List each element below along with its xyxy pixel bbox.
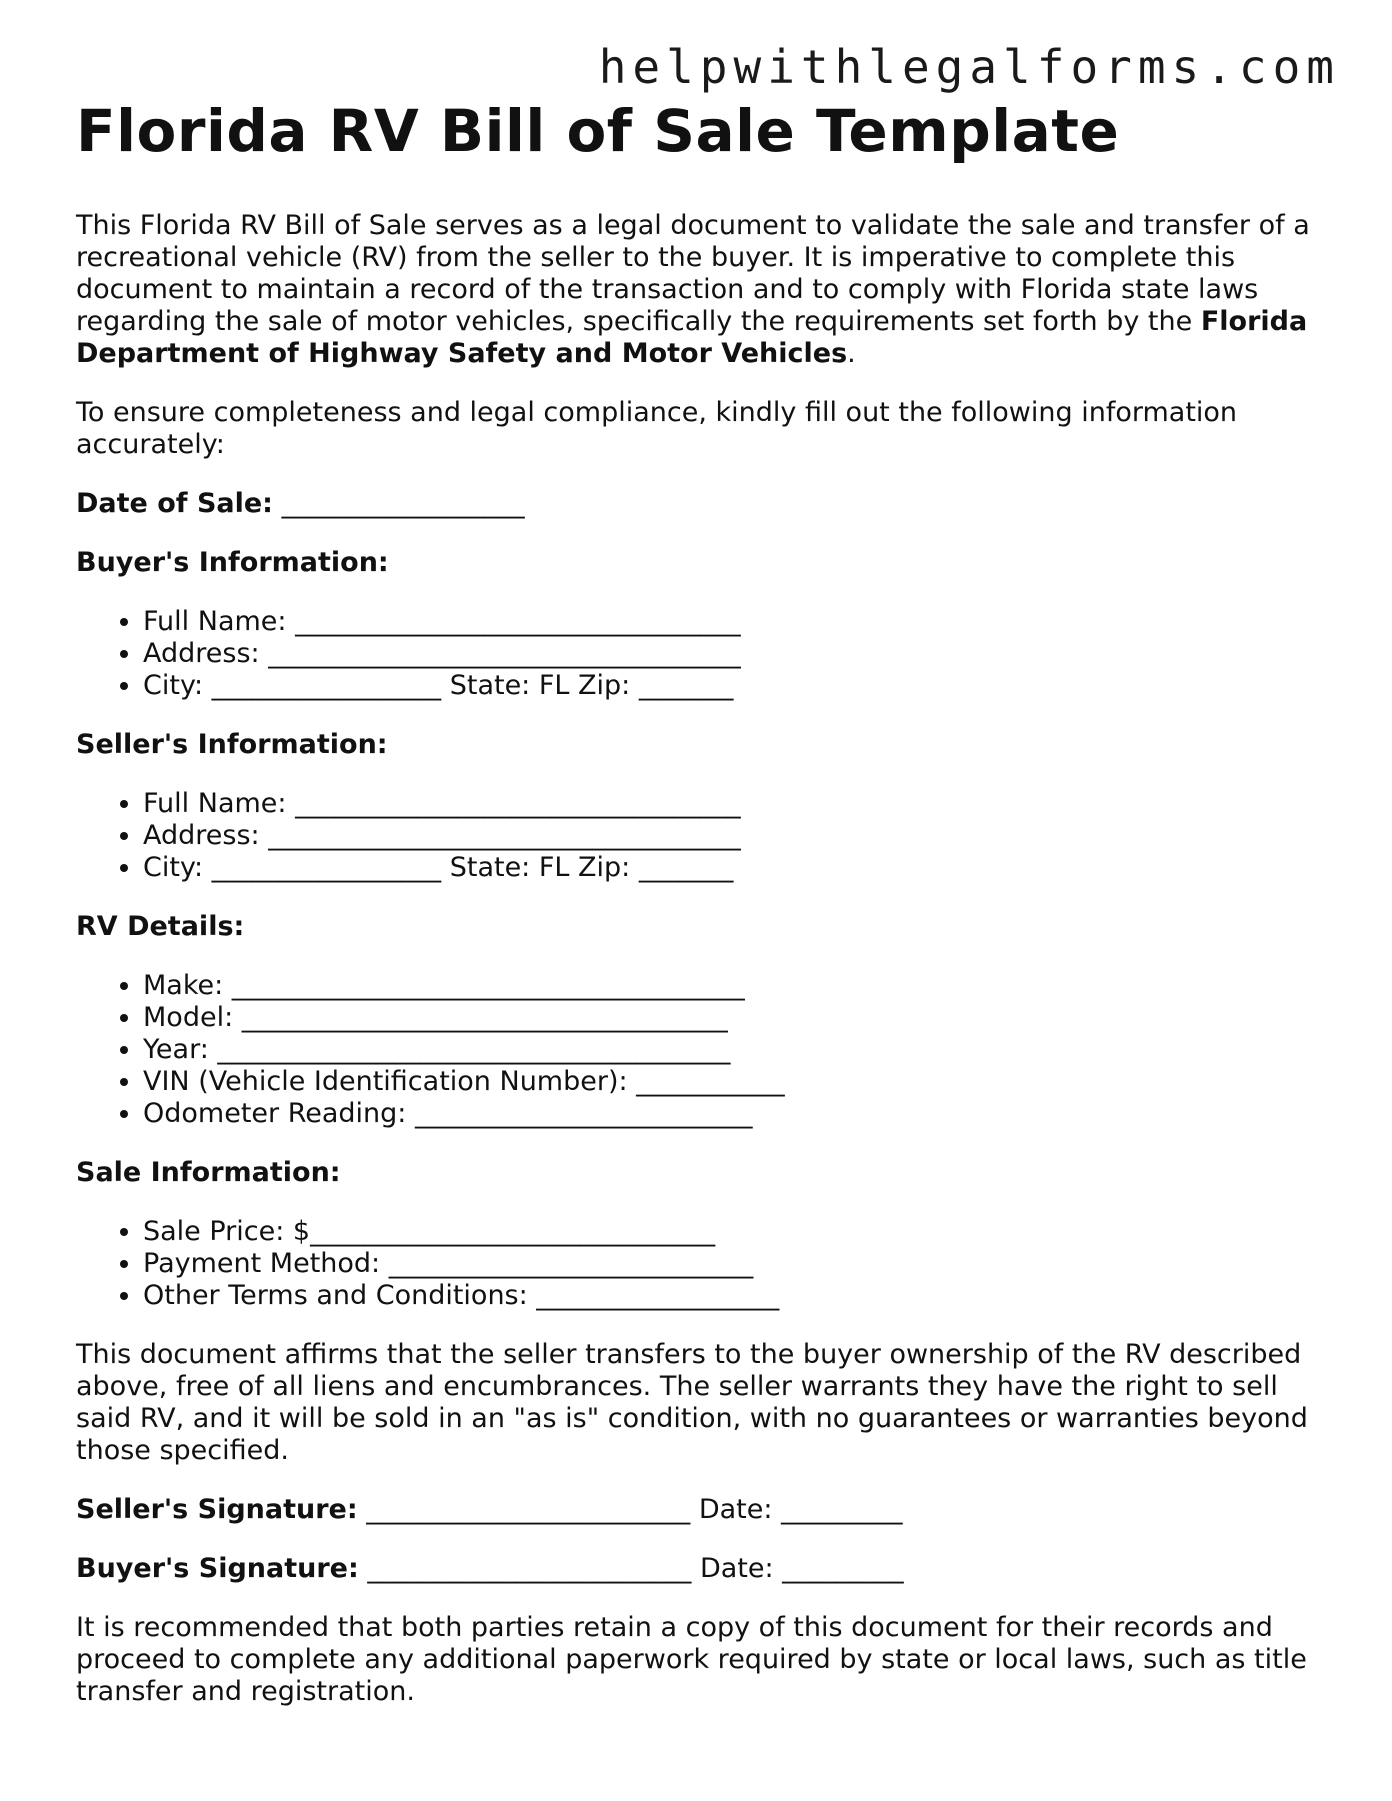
- buyer-signature-label: Buyer's Signature:: [76, 1553, 359, 1584]
- payment-method-field[interactable]: • Payment Method: ___________________________: [143, 1248, 1316, 1280]
- seller-city-state-zip-field[interactable]: • City: _________________ State: FL Zip: _______: [143, 852, 1316, 884]
- intro-paragraph: [76, 210, 1316, 370]
- seller-signature-line: [76, 1494, 1316, 1526]
- rv-details-heading: RV Details:: [76, 911, 245, 942]
- buyer-full-name-field[interactable]: • Full Name: _________________________________: [143, 606, 1316, 638]
- buyer-heading: Buyer's Information:: [76, 547, 389, 578]
- rv-vin-field[interactable]: • VIN (Vehicle Identification Number): ___________: [143, 1066, 1316, 1098]
- agency-name: Florida Department of Highway Safety and Motor Vehicles: [76, 306, 1308, 369]
- instruction-paragraph: To ensure completeness and legal compliance, kindly fill out the following information accurately:: [76, 397, 1238, 460]
- seller-full-name-field[interactable]: • Full Name: _________________________________: [143, 788, 1316, 820]
- sale-info-list: [76, 1216, 1316, 1312]
- buyer-signature-blank[interactable]: ________________________ Date: _________: [358, 1553, 904, 1584]
- intro-end: .: [847, 338, 856, 369]
- sale-info-heading: Sale Information:: [76, 1157, 341, 1188]
- buyer-address-field[interactable]: • Address: ___________________________________: [143, 638, 1316, 670]
- rv-odometer-field[interactable]: • Odometer Reading: _________________________: [143, 1098, 1316, 1130]
- seller-signature-label: Seller's Signature:: [76, 1494, 358, 1525]
- closing-paragraph: It is recommended that both parties retain a copy of this document for their records and proceed to complete any additional paperwork required by state or local laws, such as title transfer and registration.: [76, 1612, 1307, 1707]
- seller-fields-list: [76, 788, 1316, 884]
- date-of-sale-label: Date of Sale:: [76, 488, 273, 519]
- seller-heading: Seller's Information:: [76, 729, 388, 760]
- seller-address-field[interactable]: • Address: ___________________________________: [143, 820, 1316, 852]
- rv-year-field[interactable]: • Year: ______________________________________: [143, 1034, 1316, 1066]
- buyer-signature-line: [76, 1553, 1316, 1585]
- buyer-fields-list: [76, 606, 1316, 702]
- affirmation-paragraph: This document affirms that the seller transfers to the buyer ownership of the RV described above, free of all liens and encumbrances. The seller warrants they have the right to sell said RV, and it will be sold in an "as is" condition, with no guarantees or warranties beyond those specified.: [76, 1339, 1308, 1466]
- rv-model-field[interactable]: • Model: ____________________________________: [143, 1002, 1316, 1034]
- date-of-sale-line: [76, 488, 1316, 520]
- rv-make-field[interactable]: • Make: ______________________________________: [143, 970, 1316, 1002]
- rv-details-list: [76, 970, 1316, 1130]
- sale-price-field[interactable]: • Sale Price: $______________________________: [143, 1216, 1316, 1248]
- seller-signature-blank[interactable]: ________________________ Date: _________: [357, 1494, 903, 1525]
- site-watermark: helpwithlegalforms.com: [598, 40, 1340, 94]
- other-terms-field[interactable]: • Other Terms and Conditions: __________________: [143, 1280, 1316, 1312]
- buyer-city-state-zip-field[interactable]: • City: _________________ State: FL Zip: _______: [143, 670, 1316, 702]
- document-page: [76, 97, 1316, 1708]
- page-title: Florida RV Bill of Sale Template: [76, 97, 1120, 165]
- intro-text: This Florida RV Bill of Sale serves as a legal document to validate the sale and transfer of a recreational vehicle (RV) from the seller to the buyer. It is imperative to complete this document to maintain a record of the transaction and to comply with Florida state laws regarding the sale of motor vehicles, specifically the requirements set forth by the: [76, 210, 1310, 337]
- date-of-sale-blank[interactable]: __________________: [281, 488, 525, 519]
